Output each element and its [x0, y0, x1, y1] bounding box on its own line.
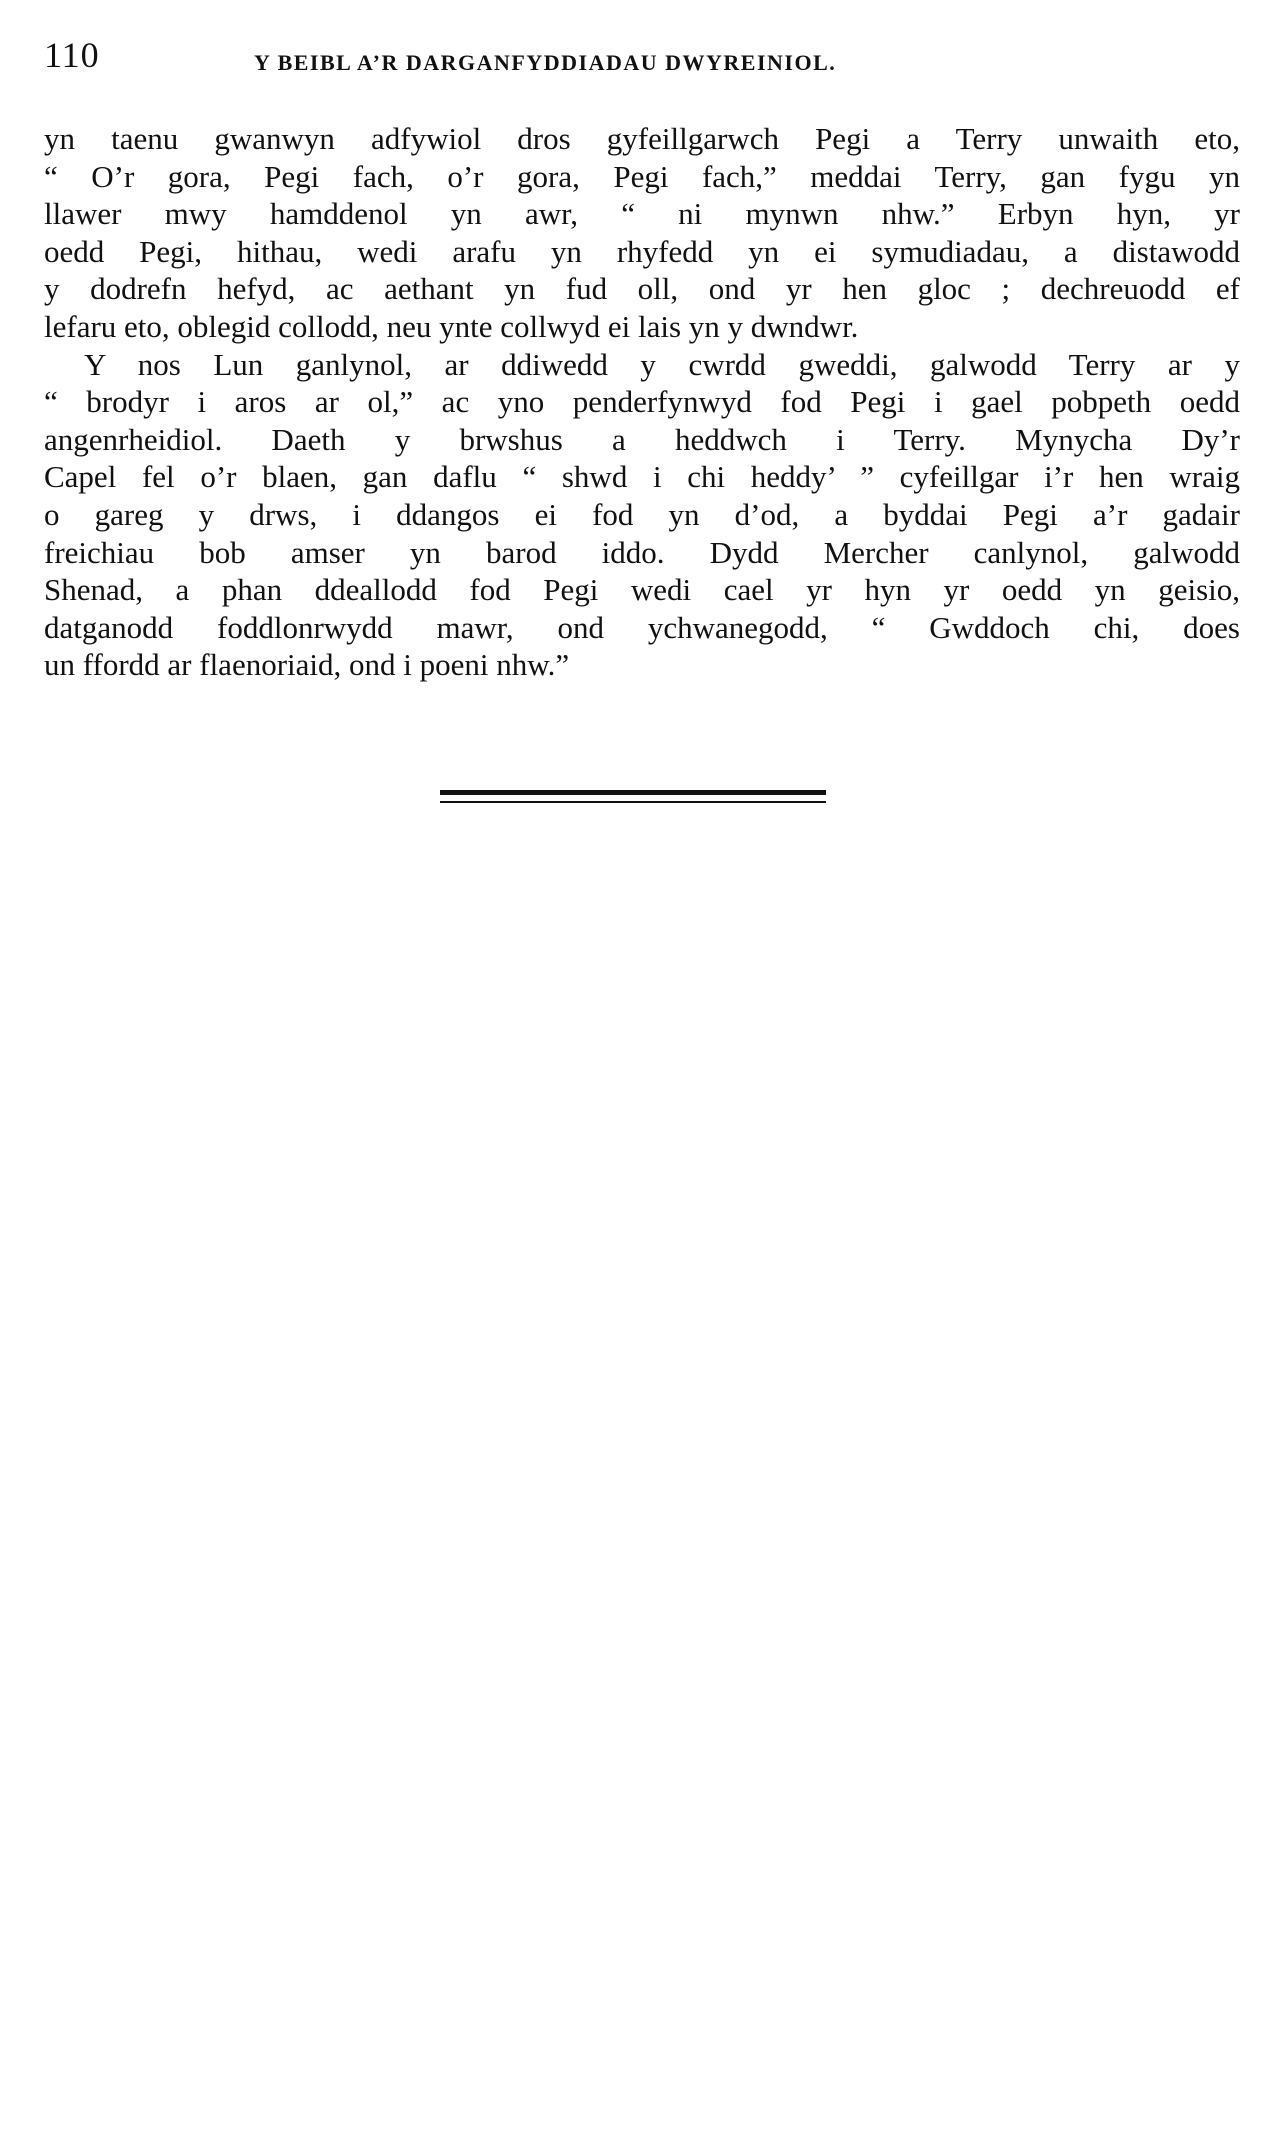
running-head	[44, 30, 1240, 80]
text-line: datganodd foddlonrwydd mawr, ond ychwanegodd, “ Gwddoch chi, does	[44, 609, 1240, 645]
book-page	[44, 30, 1240, 683]
running-title: Y BEIBL A’R DARGANFYDDIADAU DWYREINIOL.	[254, 50, 837, 75]
text-line: Y nos Lun ganlynol, ar ddiwedd y cwrdd gweddi, galwodd Terry ar y	[84, 346, 1240, 382]
text-line: Shenad, a phan ddeallodd fod Pegi wedi cael yr hyn yr oedd yn geisio,	[44, 572, 1240, 608]
text-line: Capel fel o’r blaen, gan daflu “ shwd i chi heddy’ ” cyfeillgar i’r hen wraig	[44, 459, 1240, 495]
text-line: lefaru eto, oblegid collodd, neu ynte collwyd ei lais yn y dwndwr.	[44, 308, 859, 344]
text-line: oedd Pegi, hithau, wedi arafu yn rhyfedd yn ei symudiadau, a distawodd	[44, 233, 1240, 269]
text-line: yn taenu gwanwyn adfywiol dros gyfeillgarwch Pegi a Terry unwaith eto,	[44, 121, 1240, 156]
body-text	[44, 120, 1240, 684]
text-line: llawer mwy hamddenol yn awr, “ ni mynwn nhw.” Erbyn hyn, yr	[44, 196, 1240, 232]
text-line: angenrheidiol. Daeth y brwshus a heddwch i Terry. Mynycha Dy’r	[44, 421, 1240, 457]
text-line: un ffordd ar flaenoriaid, ond i poeni nhw.”	[44, 647, 570, 683]
text-line: freichiau bob amser yn barod iddo. Dydd Mercher canlynol, galwodd	[44, 534, 1240, 570]
thick-rule	[440, 790, 826, 795]
text-line: y dodrefn hefyd, ac aethant yn fud oll, ond yr hen gloc ; dechreuodd ef	[44, 271, 1240, 307]
text-line: “ brodyr i aros ar ol,” ac yno penderfynwyd fod Pegi i gael pobpeth oedd	[44, 384, 1240, 420]
text-line: o gareg y drws, i ddangos ei fod yn d’od, a byddai Pegi a’r gadair	[44, 496, 1240, 532]
page-number: 110	[44, 35, 100, 75]
section-end-rule	[440, 790, 826, 803]
thin-rule	[440, 801, 826, 803]
text-line: “ O’r gora, Pegi fach, o’r gora, Pegi fach,” meddai Terry, gan fygu yn	[44, 158, 1240, 194]
